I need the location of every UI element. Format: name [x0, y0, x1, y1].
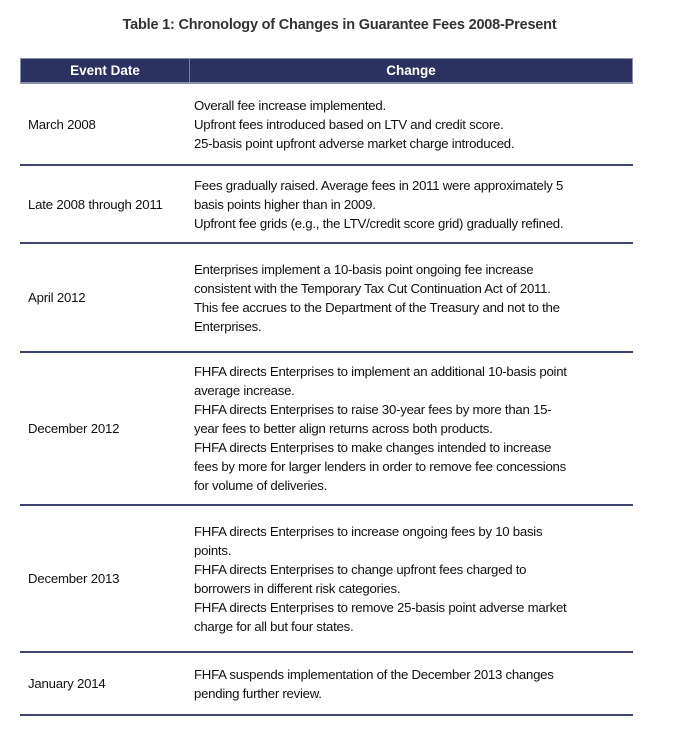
change-line: consistent with the Temporary Tax Cut Continuation Act of 2011.: [194, 280, 551, 296]
change-cell: [188, 522, 633, 636]
change-line: FHFA directs Enterprises to increase ongoing fees by 10 basis: [194, 523, 543, 539]
change-line: FHFA directs Enterprises to make changes intended to increase: [194, 440, 552, 455]
change-line: basis points higher than in 2009.: [194, 196, 376, 212]
table-row: [20, 166, 633, 244]
event-date: December 2012: [28, 421, 120, 436]
event-date: January 2014: [28, 676, 106, 691]
event-date: April 2012: [28, 290, 86, 305]
change-cell: [188, 96, 633, 153]
header-change: Change: [386, 63, 436, 78]
change-cell: [188, 665, 633, 703]
change-cell: [188, 176, 633, 233]
table-title: Table 1: Chronology of Changes in Guarantee Fees 2008-Present: [122, 17, 557, 33]
change-line: FHFA suspends implementation of the December 2013 changes: [194, 666, 554, 682]
change-line: FHFA directs Enterprises to raise 30-year fees by more than 15-: [194, 402, 552, 417]
change-cell: [188, 260, 633, 336]
change-line: Enterprises.: [194, 318, 262, 334]
change-line: year fees to better align returns across both products.: [194, 421, 493, 436]
change-cell: [188, 362, 633, 495]
event-date: December 2013: [28, 571, 120, 586]
table-row: [20, 506, 633, 653]
change-line: Upfront fee grids (e.g., the LTV/credit score grid) gradually refined.: [194, 215, 564, 231]
change-line: FHFA directs Enterprises to implement an additional 10-basis point: [194, 364, 567, 379]
change-line: charge for all but four states.: [194, 618, 354, 634]
table-row: [20, 353, 633, 506]
change-line: This fee accrues to the Department of the Treasury and not to the: [194, 299, 560, 315]
header-event-date: Event Date: [21, 59, 190, 82]
change-line: Overall fee increase implemented.: [194, 97, 386, 113]
change-line: average increase.: [194, 383, 295, 398]
change-line: borrowers in different risk categories.: [194, 580, 401, 596]
change-line: Enterprises implement a 10-basis point ongoing fee increase: [194, 261, 534, 277]
table-row: [20, 653, 633, 716]
change-line: FHFA directs Enterprises to remove 25-basis point adverse market: [194, 599, 567, 615]
table-row: [20, 84, 633, 166]
change-line: Upfront fees introduced based on LTV and credit score.: [194, 116, 504, 132]
change-line: pending further review.: [194, 685, 322, 701]
change-line: FHFA directs Enterprises to change upfront fees charged to: [194, 561, 527, 577]
table-header: [20, 58, 633, 84]
change-line: Fees gradually raised. Average fees in 2011 were approximately 5: [194, 177, 564, 193]
event-date: March 2008: [28, 116, 96, 132]
change-line: for volume of deliveries.: [194, 478, 328, 493]
table-row: [20, 244, 633, 353]
event-date: Late 2008 through 2011: [28, 196, 163, 212]
change-line: points.: [194, 542, 232, 558]
chronology-table: [20, 58, 633, 716]
change-line: fees by more for larger lenders in order to remove fee concessions: [194, 459, 566, 474]
change-line: 25-basis point upfront adverse market charge introduced.: [194, 135, 515, 151]
